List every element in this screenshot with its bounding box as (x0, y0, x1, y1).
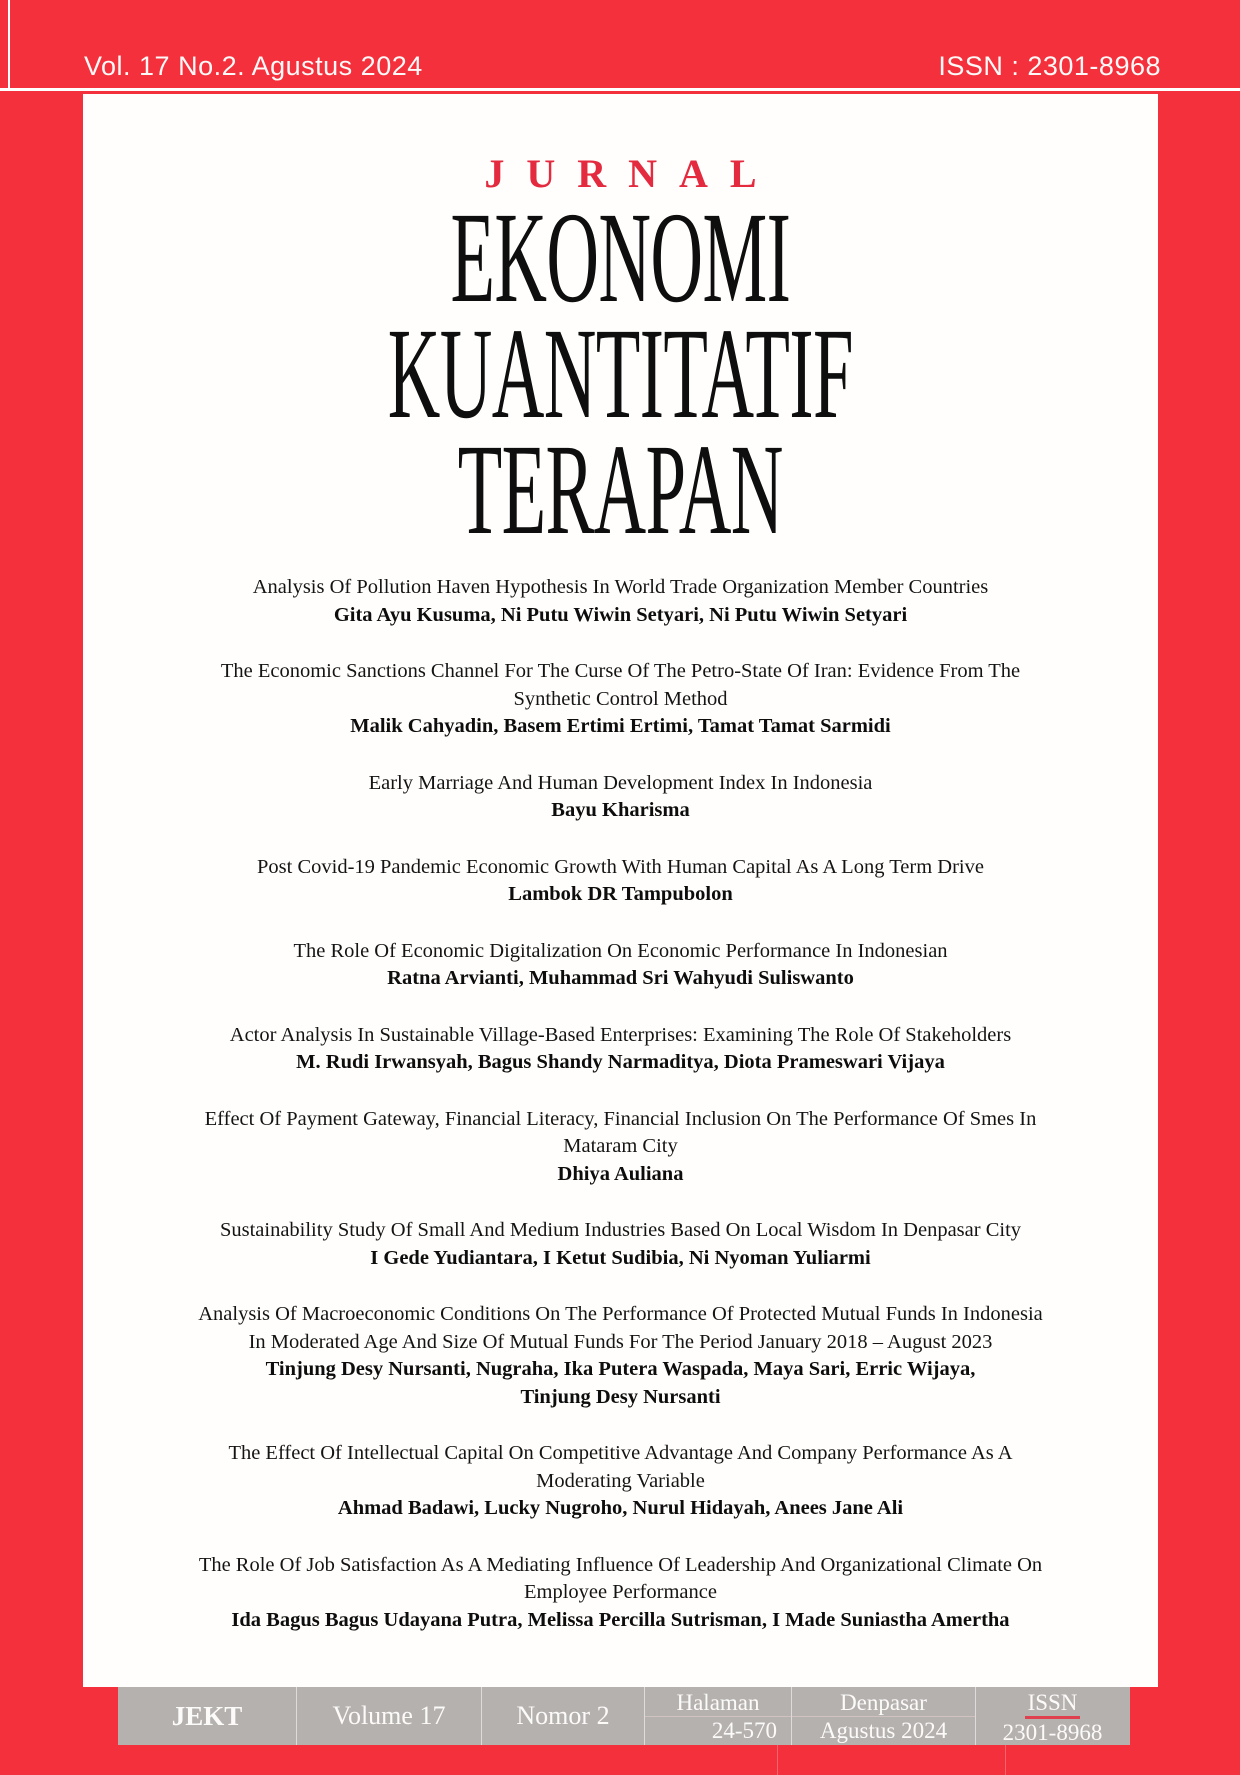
article-authors-line: M. Rudi Irwansyah, Bagus Shandy Narmaditya, Diota Prameswari Vijaya (296, 1051, 945, 1073)
article-title-line: Effect Of Payment Gateway, Financial Literacy, Financial Inclusion On The Performance Of Smes In (204, 1107, 1037, 1130)
top-bar (0, 0, 1240, 91)
article-entry (83, 854, 1158, 909)
article-entry (83, 1217, 1158, 1272)
colophon-cell-nomor (481, 1687, 644, 1745)
volume-issue-label: Vol. 17 No.2. Agustus 2024 (84, 51, 423, 81)
article-entry (83, 1106, 1158, 1189)
article-authors-line: Bayu Kharisma (551, 799, 690, 821)
article-authors-line: Lambok DR Tampubolon (508, 883, 733, 905)
article-title-line: In Moderated Age And Size Of Mutual Funds For The Period January 2018 – August 2023 (248, 1330, 993, 1353)
masthead-line-1: EKONOMI (450, 186, 791, 330)
article-entry (83, 1440, 1158, 1523)
scan-artifact-line-1 (777, 1745, 778, 1775)
article-title-line: Mataram City (563, 1135, 678, 1157)
colophon-halaman-label: Halaman (645, 1689, 791, 1717)
colophon-cell-place-date (791, 1687, 975, 1745)
articles-list (83, 574, 1158, 1634)
article-entry (83, 574, 1158, 629)
article-entry (83, 658, 1158, 741)
colophon-cell-issn (975, 1687, 1129, 1745)
article-title-line: Analysis Of Pollution Haven Hypothesis In World Trade Organization Member Countries (252, 576, 989, 598)
article-title-line: Actor Analysis In Sustainable Village-Based Enterprises: Examining The Role Of Stakeholders (229, 1023, 1012, 1046)
article-authors-line: I Gede Yudiantara, I Ketut Sudibia, Ni Nyoman Yuliarmi (370, 1246, 871, 1269)
article-title-line: Moderating Variable (536, 1469, 705, 1492)
masthead (83, 94, 1158, 562)
masthead-line-2: KUANTITATIF (387, 302, 854, 446)
colophon-issn-value: 2301-8968 (1002, 1720, 1103, 1745)
article-title-line: Employee Performance (524, 1581, 717, 1603)
colophon-date-label: Agustus 2024 (819, 1718, 948, 1743)
article-entry (83, 938, 1158, 993)
colophon-cell-jekt (118, 1687, 296, 1745)
masthead-line-3: TERAPAN (457, 418, 784, 562)
colophon-place-label: Denpasar (792, 1689, 975, 1717)
article-authors-line: Ratna Arvianti, Muhammad Sri Wahyudi Suliswanto (387, 967, 854, 989)
colophon-issn-label: ISSN (976, 1689, 1129, 1719)
colophon-nomor-label: Nomor 2 (516, 1701, 610, 1730)
article-title-line: Sustainability Study Of Small And Medium Industries Based On Local Wisdom In Denpasar City (219, 1219, 1022, 1241)
article-title-line: The Economic Sanctions Channel For The Curse Of The Petro-State Of Iran: Evidence From The (220, 660, 1021, 682)
colophon-cell-halaman (644, 1687, 791, 1745)
article-authors-line: Tinjung Desy Nursanti, Nugraha, Ika Putera Waspada, Maya Sari, Erric Wijaya, (265, 1358, 976, 1380)
article-title-line: Synthetic Control Method (513, 687, 728, 710)
colophon-cell-volume (296, 1687, 481, 1745)
article-authors-line: Tinjung Desy Nursanti (520, 1385, 721, 1408)
article-authors-line: Malik Cahyadin, Basem Ertimi Ertimi, Tamat Tamat Sarmidi (350, 715, 891, 737)
article-authors-line: Dhiya Auliana (557, 1162, 684, 1185)
cover-paper (83, 94, 1158, 1687)
article-title-line: Post Covid-19 Pandemic Economic Growth With Human Capital As A Long Term Drive (257, 855, 984, 878)
article-entry (83, 770, 1158, 825)
colophon-table (118, 1687, 1130, 1745)
colophon-volume-label: Volume 17 (332, 1701, 446, 1730)
scan-artifact-line-2 (1005, 1745, 1006, 1775)
colophon-jekt-label: JEKT (171, 1701, 243, 1731)
article-title-line: The Effect Of Intellectual Capital On Competitive Advantage And Company Performance As A (228, 1442, 1013, 1464)
article-entry (83, 1022, 1158, 1077)
article-authors-line: Ahmad Badawi, Lucky Nugroho, Nurul Hidayah, Anees Jane Ali (337, 1497, 904, 1519)
article-title-line: The Role Of Job Satisfaction As A Mediating Influence Of Leadership And Organizational Climate On (198, 1553, 1043, 1576)
article-title-line: Early Marriage And Human Development Index In Indonesia (368, 771, 873, 794)
colophon-halaman-value: 24-570 (711, 1718, 777, 1743)
article-entry (83, 1301, 1158, 1411)
journal-kicker: JURNAL (484, 151, 779, 196)
article-authors-line: Gita Ayu Kusuma, Ni Putu Wiwin Setyari, Ni Putu Wiwin Setyari (333, 603, 908, 626)
article-title-line: The Role Of Economic Digitalization On Economic Performance In Indonesian (293, 939, 948, 962)
issn-label: ISSN : 2301-8968 (938, 51, 1161, 81)
article-entry (83, 1552, 1158, 1635)
article-authors-line: Ida Bagus Bagus Udayana Putra, Melissa Percilla Sutrisman, I Made Suniastha Amertha (231, 1608, 1010, 1631)
article-title-line: Analysis Of Macroeconomic Conditions On The Performance Of Protected Mutual Funds In Indonesia (198, 1303, 1043, 1325)
